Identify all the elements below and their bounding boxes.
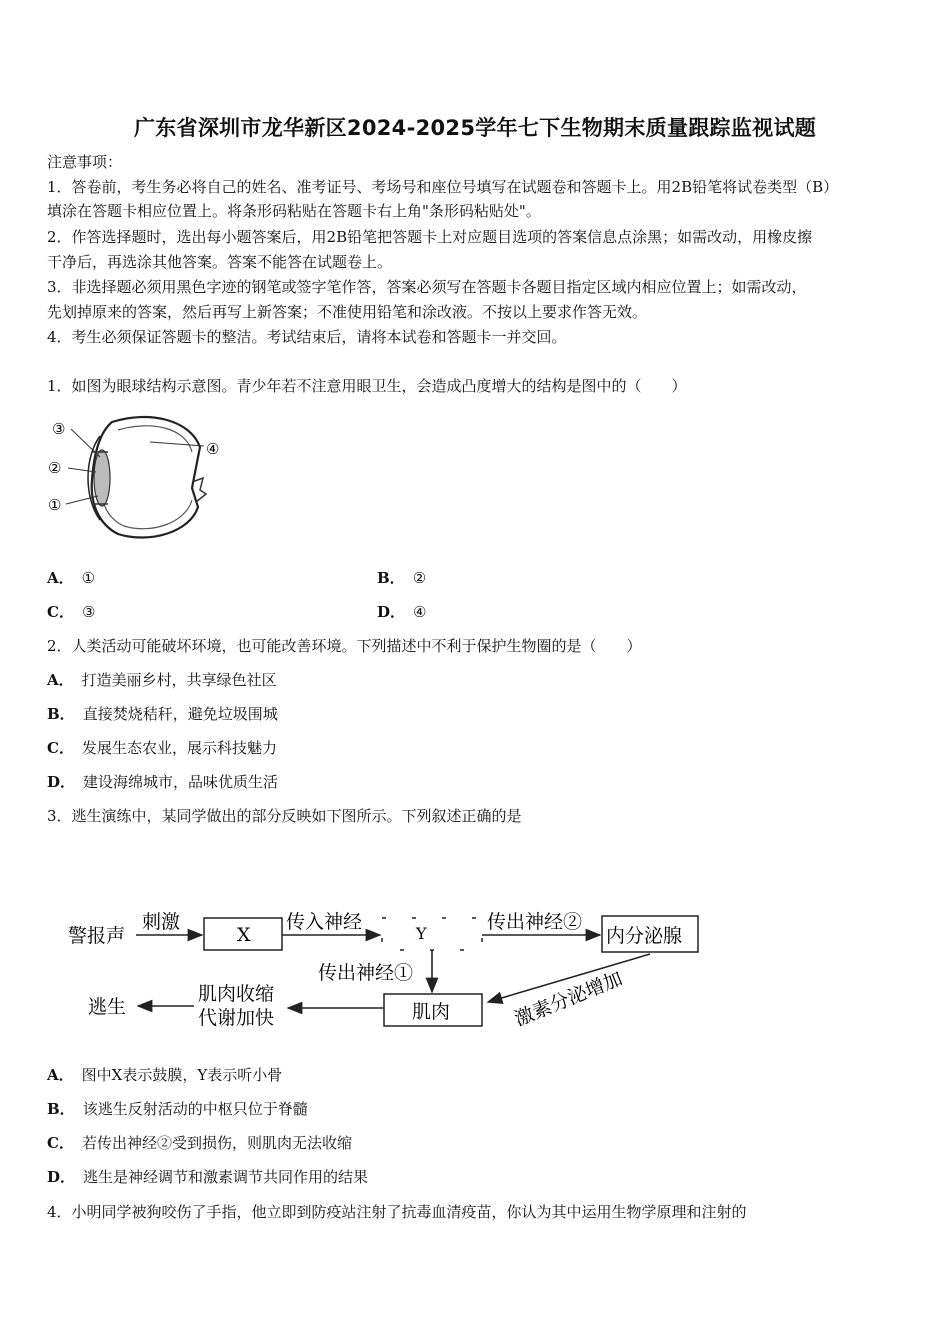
q2-option-b[interactable]: B． 直接焚烧秸秆，避免垃圾围城 xyxy=(47,705,278,723)
eye-structure-diagram xyxy=(40,412,240,547)
contract-label-1: 肌肉收缩 xyxy=(198,983,275,1005)
contract-label-2: 代谢加快 xyxy=(198,1007,275,1029)
notice-line-7: 4．考生必须保证答题卡的整洁。考试结束后，请将本试卷和答题卡一并交回。 xyxy=(47,328,567,346)
label-4: ④ xyxy=(206,440,220,458)
q1-option-a[interactable]: A． ① xyxy=(47,569,96,587)
x-label: X xyxy=(237,924,251,946)
leader-2 xyxy=(68,468,96,472)
gland-label: 内分泌腺 xyxy=(606,925,683,947)
q1-option-c[interactable]: C． ③ xyxy=(47,603,96,621)
escape-label: 逃生 xyxy=(88,996,127,1018)
q3-stem: 3．逃生演练中，某同学做出的部分反映如下图所示。下列叙述正确的是 xyxy=(47,807,522,825)
y-label: Y xyxy=(416,924,427,943)
notice-line-3: 2．作答选择题时，选出每小题答案后，用2B铅笔把答题卡上对应题目选项的答案信息点涂黑；如需改动，用橡皮擦 xyxy=(47,228,813,246)
muscle-label: 肌肉 xyxy=(412,1001,451,1023)
q1-stem: 1．如图为眼球结构示意图。青少年若不注意用眼卫生，会造成凸度增大的结构是图中的（ ） xyxy=(47,377,687,395)
q2-stem: 2．人类活动可能破坏环境，也可能改善环境。下列描述中不利于保护生物圈的是（ ） xyxy=(47,637,642,655)
stimulus-label: 刺激 xyxy=(142,911,181,933)
q4-stem: 4．小明同学被狗咬伤了手指，他立即到防疫站注射了抗毒血清疫苗，你认为其中运用生物学原理和注射的 xyxy=(47,1203,747,1221)
afferent-label: 传入神经 xyxy=(286,911,363,933)
notice-line-6: 先划掉原来的答案，然后再写上新答案；不准使用铅笔和涂改液。不按以上要求作答无效。 xyxy=(47,303,648,321)
q1-option-d[interactable]: D． ④ xyxy=(377,603,427,621)
q2-option-a[interactable]: A． 打造美丽乡村，共享绿色社区 xyxy=(47,671,277,689)
notice-line-4: 干净后，再选涂其他答案。答案不能答在试题卷上。 xyxy=(47,253,393,271)
y-box xyxy=(382,918,482,950)
q2-option-d[interactable]: D． 建设海绵城市，品味优质生活 xyxy=(47,773,279,791)
q3-option-a[interactable]: A． 图中X表示鼓膜，Y表示听小骨 xyxy=(47,1066,283,1084)
page-title: 广东省深圳市龙华新区2024-2025学年七下生物期末质量跟踪监视试题 xyxy=(133,116,817,140)
efferent2-label: 传出神经② xyxy=(487,911,583,933)
retina-line xyxy=(101,426,192,529)
label-1: ① xyxy=(48,496,62,514)
q1-option-b[interactable]: B． ② xyxy=(377,569,427,587)
efferent1-label: 传出神经① xyxy=(318,962,414,984)
q3-option-b[interactable]: B． 该逃生反射活动的中枢只位于脊髓 xyxy=(47,1100,308,1118)
notice-line-5: 3．非选择题必须用黑色字迹的钢笔或签字笔作答，答案必须写在答题卡各题目指定区域内相应位置上；如需改动， xyxy=(47,278,807,296)
lens-shape xyxy=(94,450,110,506)
alarm-label: 警报声 xyxy=(68,925,126,947)
label-2: ② xyxy=(48,459,62,477)
q3-option-d[interactable]: D． 逃生是神经调节和激素调节共同作用的结果 xyxy=(47,1168,369,1186)
optic-nerve xyxy=(192,478,206,502)
notice-line-2: 填涂在答题卡相应位置上。将条形码粘贴在答题卡右上角"条形码粘贴处"。 xyxy=(47,202,541,220)
leader-4 xyxy=(150,442,204,446)
q2-option-c[interactable]: C． 发展生态农业，展示科技魅力 xyxy=(47,739,277,757)
hormone-label: 激素分泌增加 xyxy=(511,967,626,1031)
label-3: ③ xyxy=(52,420,66,438)
reflex-flow-diagram xyxy=(60,898,710,1038)
notice-line-1: 1．答卷前，考生务必将自己的姓名、准考证号、考场号和座位号填写在试题卷和答题卡上。用2B铅笔将试卷类型（B） xyxy=(47,178,839,196)
q3-option-c[interactable]: C． 若传出神经②受到损伤，则肌肉无法收缩 xyxy=(47,1134,352,1152)
notice-heading: 注意事项： xyxy=(47,153,123,171)
